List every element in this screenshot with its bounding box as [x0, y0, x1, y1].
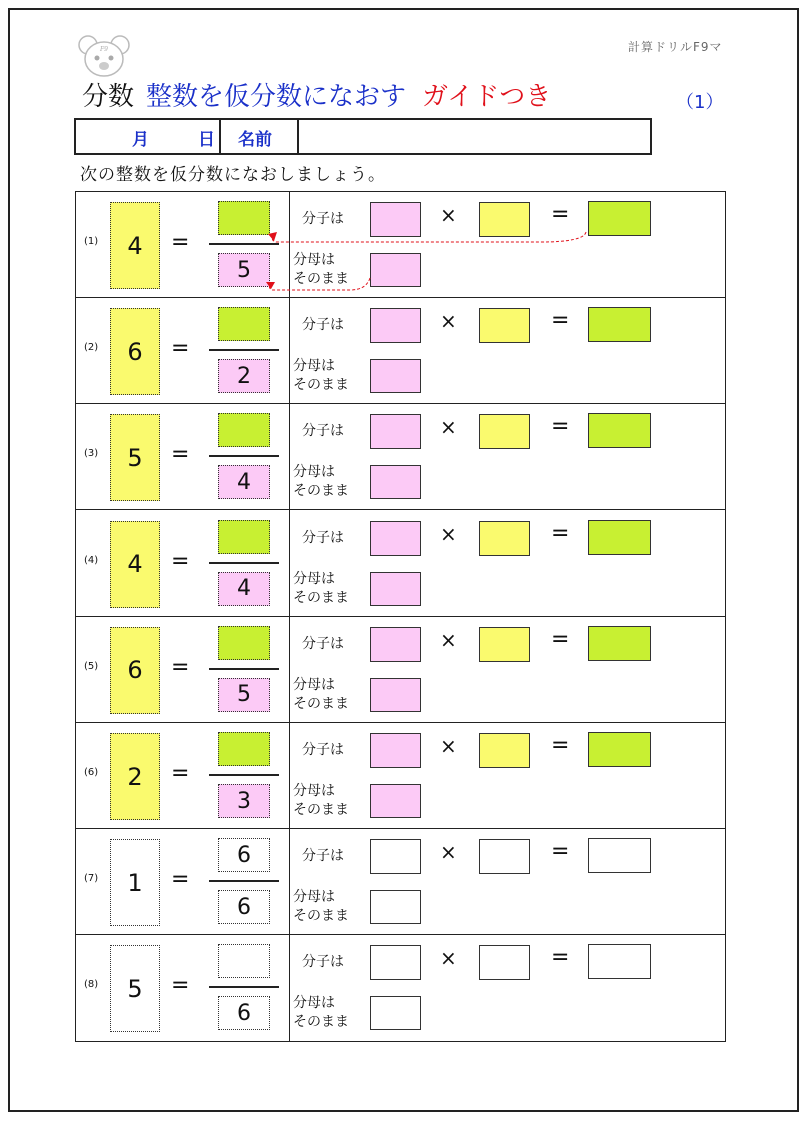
- numerator-guide-label: 分子は: [302, 211, 344, 227]
- title-part-guide: ガイドつき: [422, 82, 552, 112]
- problem-row: [76, 298, 725, 404]
- problem-number: (5): [84, 660, 99, 672]
- whole-number-box: 6: [110, 627, 160, 714]
- problem-number: (2): [84, 342, 99, 354]
- fraction-bar: [209, 349, 279, 351]
- page-title: [82, 80, 551, 114]
- times-sign: ×: [440, 734, 457, 758]
- guide-whole-box[interactable]: [479, 839, 530, 874]
- problem-number: (4): [84, 554, 99, 566]
- guide-arrows: [200, 230, 600, 300]
- title-part-topic: 整数を仮分数になおす: [146, 82, 407, 112]
- equals-sign: =: [551, 414, 570, 440]
- denominator-guide-label: [293, 570, 349, 608]
- numerator-guide-label: 分子は: [302, 317, 344, 334]
- denominator-box: 3: [218, 784, 270, 818]
- guide-product-box[interactable]: [588, 838, 651, 873]
- denominator-guide-label: [293, 994, 349, 1032]
- denominator-box: 4: [218, 465, 270, 499]
- equals-sign: =: [551, 839, 570, 865]
- guide-denominator-copy-box[interactable]: [370, 465, 421, 499]
- arrowhead: [266, 282, 275, 289]
- equals-sign: =: [171, 336, 190, 362]
- site-name: 計算ドリルF9マ: [628, 40, 723, 54]
- equals-sign: =: [551, 733, 570, 758]
- problem-number: (1): [84, 236, 99, 247]
- guide-denominator-copy-box[interactable]: [370, 359, 421, 393]
- guide-product-box[interactable]: [588, 944, 651, 979]
- whole-number-box: 6: [110, 308, 160, 395]
- guide-whole-box[interactable]: [479, 733, 530, 768]
- equals-sign: =: [551, 202, 570, 227]
- guide-whole-box[interactable]: [479, 308, 530, 343]
- guide-denominator-box[interactable]: [370, 839, 421, 874]
- problem-row: [76, 829, 725, 935]
- guide-whole-box[interactable]: [479, 627, 530, 662]
- denominator-guide-line2: そのまま: [293, 695, 349, 712]
- guide-denominator-box[interactable]: [370, 945, 421, 980]
- guide-whole-box[interactable]: [479, 945, 530, 980]
- denominator-box: 5: [218, 678, 270, 712]
- problem-row: [76, 723, 725, 829]
- equals-sign: =: [171, 230, 190, 255]
- guide-denominator-copy-box[interactable]: [370, 784, 421, 818]
- name-bar-divider: [219, 120, 221, 153]
- equals-sign: =: [171, 654, 190, 680]
- guide-denominator-copy-box[interactable]: [370, 890, 421, 924]
- numerator-answer-box[interactable]: [218, 626, 270, 660]
- fraction-bar: [209, 455, 279, 457]
- denominator-guide-line1: 分母は: [293, 358, 335, 375]
- denominator-guide-label: [293, 782, 349, 820]
- numerator-guide-label: 分子は: [302, 848, 344, 865]
- guide-denominator-box[interactable]: [370, 627, 421, 662]
- whole-number-box: 5: [110, 945, 160, 1032]
- numerator-guide-arrow: [272, 232, 586, 242]
- guide-product-box[interactable]: [588, 626, 651, 661]
- month-label: 月: [132, 130, 149, 150]
- times-sign: ×: [440, 946, 457, 971]
- numerator-answer-box[interactable]: 6: [218, 838, 270, 872]
- numerator-guide-label: 分子は: [302, 742, 344, 758]
- denominator-guide-label: [293, 463, 349, 501]
- guide-product-box[interactable]: [588, 732, 651, 767]
- numerator-guide-label: 分子は: [302, 954, 344, 971]
- whole-number-box: 4: [110, 202, 160, 289]
- times-sign: ×: [440, 415, 457, 440]
- guide-denominator-copy-box[interactable]: [370, 678, 421, 712]
- denominator-guide-arrow: [269, 278, 370, 290]
- problem-number: (3): [84, 448, 99, 460]
- guide-denominator-copy-box[interactable]: [370, 572, 421, 606]
- fraction-bar: [209, 986, 279, 988]
- numerator-guide-label: 分子は: [302, 423, 344, 440]
- problem-row: [76, 404, 725, 510]
- fraction-bar: [209, 562, 279, 564]
- denominator-guide-label: [293, 888, 349, 926]
- problem-row: [76, 617, 725, 723]
- equals-sign: =: [551, 945, 570, 971]
- denominator-guide-line1: 分母は: [293, 464, 335, 481]
- fraction-bar: [209, 774, 279, 776]
- denominator-guide-line2: そのまま: [293, 802, 349, 818]
- denominator-guide-line1: 分母は: [293, 995, 335, 1012]
- guide-whole-box[interactable]: [479, 521, 530, 556]
- numerator-answer-box[interactable]: [218, 520, 270, 554]
- denominator-box: 6: [218, 890, 270, 924]
- instructions: 次の整数を仮分数になおしましょう。: [80, 165, 386, 185]
- guide-denominator-box[interactable]: [370, 414, 421, 449]
- times-sign: ×: [440, 203, 457, 227]
- whole-number-box: 5: [110, 414, 160, 501]
- guide-denominator-box[interactable]: [370, 521, 421, 556]
- denominator-guide-line1: 分母は: [293, 570, 335, 587]
- numerator-guide-label: 分子は: [302, 529, 344, 546]
- times-sign: ×: [440, 840, 457, 865]
- problem-number: (7): [84, 873, 99, 885]
- fraction-bar: [209, 880, 279, 882]
- problem-row: [76, 511, 725, 617]
- denominator-guide-line1: 分母は: [293, 252, 335, 268]
- times-sign: ×: [440, 521, 457, 546]
- denominator-guide-line2: そのまま: [293, 589, 349, 606]
- denominator-guide-line1: 分母は: [293, 783, 335, 799]
- denominator-guide-line2: そのまま: [293, 271, 349, 287]
- problem-row: [76, 935, 725, 1041]
- times-sign: ×: [440, 309, 457, 334]
- denominator-guide-line2: そのまま: [293, 1014, 349, 1031]
- denominator-guide-line2: そのまま: [293, 908, 349, 925]
- sheet-number: （1）: [676, 92, 724, 113]
- guide-product-box[interactable]: [588, 413, 651, 448]
- denominator-box: 2: [218, 359, 270, 393]
- guide-denominator-box[interactable]: [370, 308, 421, 343]
- name-label: 名前: [238, 130, 272, 150]
- guide-denominator-copy-box[interactable]: [370, 996, 421, 1030]
- numerator-answer-box[interactable]: [218, 413, 270, 447]
- equals-sign: =: [171, 867, 190, 893]
- problem-grid: [75, 191, 726, 1042]
- problem-number: (8): [84, 979, 99, 991]
- equals-sign: =: [171, 973, 190, 999]
- equals-sign: =: [551, 626, 570, 652]
- name-bar-divider: [297, 120, 299, 153]
- day-label: 日: [198, 130, 215, 150]
- guide-product-box[interactable]: [588, 520, 651, 555]
- whole-number-box: 4: [110, 521, 160, 608]
- whole-number-box: 1: [110, 839, 160, 926]
- numerator-answer-box[interactable]: [218, 732, 270, 766]
- numerator-guide-label: 分子は: [302, 635, 344, 652]
- denominator-guide-line2: そのまま: [293, 483, 349, 500]
- bear-logo: [76, 33, 132, 79]
- denominator-guide-line1: 分母は: [293, 889, 335, 906]
- fraction-bar: [209, 668, 279, 670]
- guide-whole-box[interactable]: [479, 414, 530, 449]
- equals-sign: =: [171, 548, 190, 574]
- title-part-fraction: 分数: [82, 82, 135, 112]
- equals-sign: =: [171, 442, 190, 468]
- denominator-box: 6: [218, 996, 270, 1030]
- equals-sign: =: [171, 761, 190, 786]
- denominator-box: 4: [218, 572, 270, 606]
- problem-number: (6): [84, 767, 99, 778]
- equals-sign: =: [551, 308, 570, 334]
- equals-sign: =: [551, 520, 570, 546]
- denominator-guide-label: [293, 676, 349, 714]
- numerator-answer-box[interactable]: [218, 944, 270, 978]
- numerator-answer-box[interactable]: [218, 307, 270, 341]
- guide-denominator-box[interactable]: [370, 733, 421, 768]
- denominator-guide-line1: 分母は: [293, 676, 335, 693]
- denominator-box: 5: [218, 253, 270, 287]
- denominator-guide-label: [293, 357, 349, 395]
- name-bar: [74, 118, 652, 155]
- whole-number-box: 2: [110, 733, 160, 820]
- denominator-guide-line2: そのまま: [293, 377, 349, 394]
- times-sign: ×: [440, 627, 457, 652]
- guide-product-box[interactable]: [588, 307, 651, 342]
- logo-mark: F9: [100, 46, 108, 53]
